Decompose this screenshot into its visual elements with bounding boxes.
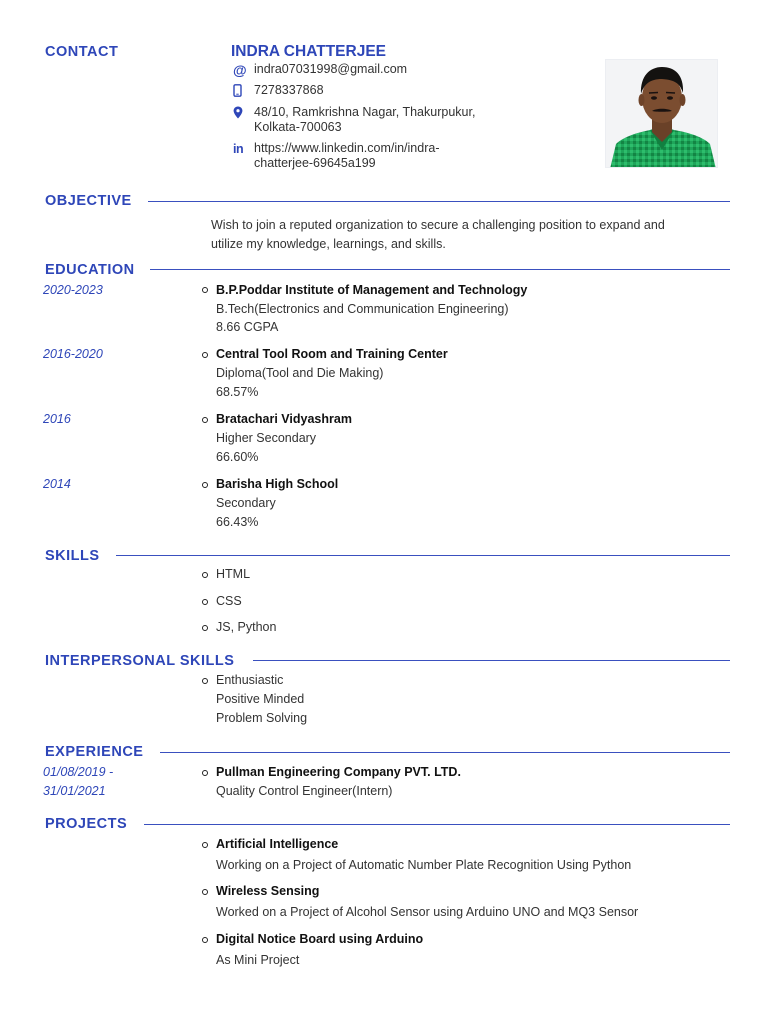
education-score: 8.66 CGPA xyxy=(216,320,279,334)
bullet-icon xyxy=(202,678,208,684)
address-line-1: 48/10, Ramkrishna Nagar, Thakurpukur, xyxy=(254,105,476,119)
education-date: 2014 xyxy=(43,477,71,491)
address-row xyxy=(233,105,494,135)
bullet-icon xyxy=(202,572,208,578)
bullet-icon xyxy=(202,889,208,895)
projects-divider xyxy=(144,824,730,825)
experience-company: Pullman Engineering Company PVT. LTD. xyxy=(216,765,461,779)
candidate-name: INDRA CHATTERJEE xyxy=(231,43,387,60)
bullet-icon xyxy=(202,482,208,488)
project-description: As Mini Project xyxy=(216,953,300,967)
project-title: Digital Notice Board using Arduino xyxy=(216,932,424,946)
skills-heading: SKILLS xyxy=(45,548,100,564)
objective-text xyxy=(211,216,665,254)
interpersonal-divider xyxy=(253,660,730,661)
bullet-icon xyxy=(202,287,208,293)
experience-date-end: 31/01/2021 xyxy=(43,784,106,798)
interpersonal-item: Problem Solving xyxy=(216,711,308,725)
experience-date-start: 01/08/2019 - xyxy=(43,765,114,779)
email-row[interactable] xyxy=(233,62,494,77)
phone-text: 7278337868 xyxy=(254,83,324,97)
education-date: 2020-2023 xyxy=(43,283,103,297)
education-date: 2016-2020 xyxy=(43,347,103,361)
project-title: Artificial Intelligence xyxy=(216,837,339,851)
bullet-icon xyxy=(202,625,208,631)
education-degree: Higher Secondary xyxy=(216,431,317,445)
education-heading: EDUCATION xyxy=(45,262,135,278)
skill-item: CSS xyxy=(216,594,242,608)
linkedin-line-2: chatterjee-69645a199 xyxy=(254,156,376,170)
linkedin-row[interactable] xyxy=(233,141,494,171)
objective-divider xyxy=(148,201,730,202)
objective-heading: OBJECTIVE xyxy=(45,193,132,209)
projects-heading: PROJECTS xyxy=(45,816,128,832)
education-degree: Diploma(Tool and Die Making) xyxy=(216,366,384,380)
linkedin-line-1: https://www.linkedin.com/in/indra- xyxy=(254,141,440,155)
skills-divider xyxy=(116,555,730,556)
education-score: 66.43% xyxy=(216,515,259,529)
education-score: 68.57% xyxy=(216,385,259,399)
experience-role: Quality Control Engineer(Intern) xyxy=(216,784,393,798)
skill-item: JS, Python xyxy=(216,620,277,634)
education-institution: B.P.Poddar Institute of Management and Technology xyxy=(216,283,528,297)
objective-line-2: utilize my knowledge, learnings, and skills. xyxy=(211,237,446,251)
education-institution: Barisha High School xyxy=(216,477,339,491)
bullet-icon xyxy=(202,417,208,423)
education-date: 2016 xyxy=(43,412,71,426)
bullet-icon xyxy=(202,599,208,605)
at-icon: @ xyxy=(233,61,247,78)
project-description: Worked on a Project of Alcohol Sensor using Arduino UNO and MQ3 Sensor xyxy=(216,905,639,919)
bullet-icon xyxy=(202,937,208,943)
linkedin-icon: in xyxy=(233,141,244,156)
contact-heading: CONTACT xyxy=(45,44,119,60)
objective-line-1: Wish to join a reputed organization to secure a challenging position to expand and xyxy=(211,218,665,232)
interpersonal-item: Enthusiastic xyxy=(216,673,284,687)
location-pin-icon xyxy=(233,105,254,120)
education-institution: Bratachari Vidyashram xyxy=(216,412,352,426)
experience-heading: EXPERIENCE xyxy=(45,744,144,760)
interpersonal-heading: INTERPERSONAL SKILLS xyxy=(45,653,235,669)
project-title: Wireless Sensing xyxy=(216,884,320,898)
education-institution: Central Tool Room and Training Center xyxy=(216,347,448,361)
bullet-icon xyxy=(202,352,208,358)
skill-item: HTML xyxy=(216,567,251,581)
education-divider xyxy=(150,269,730,270)
education-degree: Secondary xyxy=(216,496,276,510)
experience-divider xyxy=(160,752,730,753)
bullet-icon xyxy=(202,842,208,848)
phone-row[interactable] xyxy=(233,83,494,98)
bullet-icon xyxy=(202,770,208,776)
interpersonal-item: Positive Minded xyxy=(216,692,305,706)
project-description: Working on a Project of Automatic Number Plate Recognition Using Python xyxy=(216,858,632,872)
email-text: indra07031998@gmail.com xyxy=(254,62,408,76)
phone-icon xyxy=(233,83,254,98)
profile-photo xyxy=(605,59,718,168)
education-degree: B.Tech(Electronics and Communication Engineering) xyxy=(216,302,509,316)
education-score: 66.60% xyxy=(216,450,259,464)
address-line-2: Kolkata-700063 xyxy=(254,120,342,134)
